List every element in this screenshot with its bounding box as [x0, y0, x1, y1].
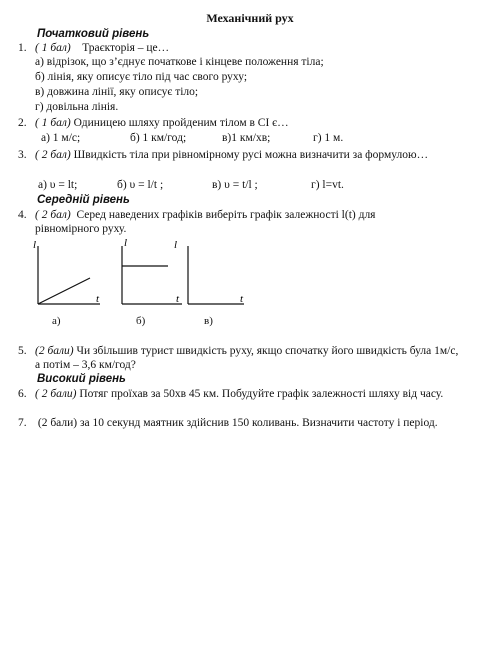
question-points: ( 2 бали)	[35, 388, 77, 400]
q3-option-c: в) υ = t/l ;	[212, 179, 258, 191]
graph-b	[122, 237, 182, 305]
graph-a-line	[38, 278, 90, 304]
question-points: ( 1 бал)	[35, 117, 71, 129]
q3-option-b: б) υ = l/t ;	[117, 179, 164, 191]
question-4	[18, 209, 440, 236]
q2-option-d: г) 1 м.	[313, 132, 344, 144]
question-points: ( 2 бал)	[35, 149, 71, 161]
question-6	[18, 388, 460, 402]
q2-option-a: а) 1 м/с;	[41, 132, 81, 144]
q1-option-b: б) лінія, яку описує тіло під час свого руху;	[35, 71, 248, 83]
question-3	[18, 149, 470, 163]
level-heading-intermediate: Середній рівень	[37, 194, 130, 206]
question-text: Чи збільшив турист швидкість руху, якщо спочатку його швидкість була 1м/с, а потім – 3,6 км/год?	[35, 345, 459, 371]
question-text: Траєкторія – це…	[82, 42, 170, 54]
graph-a-axis-t: t	[96, 293, 100, 305]
question-text: (2 бали) за 10 секунд маятник здійснив 150 коливань. Визначити частоту і період.	[37, 417, 438, 429]
graph-a-axis-l: l	[33, 239, 37, 251]
question-number: 4.	[18, 209, 27, 221]
question-points: ( 2 бал)	[35, 209, 71, 221]
graph-a	[33, 239, 100, 305]
graphs-figure	[0, 236, 260, 316]
level-heading-beginner: Початковий рівень	[37, 28, 150, 40]
level-heading-advanced: Високий рівень	[37, 373, 126, 385]
q1-option-d: г) довільна лінія.	[35, 101, 119, 113]
question-points: ( 1 бал)	[35, 42, 71, 54]
question-number: 7.	[18, 417, 27, 429]
question-text: Швидкість тіла при рівномірному русі можна визначити за формулою…	[73, 149, 429, 161]
question-number: 1.	[18, 42, 27, 54]
graph-c	[174, 239, 244, 305]
question-7	[18, 417, 460, 431]
q3-option-a: а) υ = lt;	[38, 179, 78, 191]
question-number: 2.	[18, 117, 27, 129]
graph-label-a: а)	[52, 315, 61, 327]
q1-option-a: а) відрізок, що з’єднує початкове і кінцеве положення тіла;	[35, 56, 324, 68]
question-text: Одиницею шляху пройденим тілом в СІ є…	[73, 117, 289, 129]
question-text: Потяг проїхав за 50хв 45 км. Побудуйте графік залежності шляху від часу.	[79, 388, 444, 400]
question-1	[18, 42, 470, 56]
graph-b-axis-t: t	[176, 293, 180, 305]
graph-c-axis-l: l	[174, 239, 178, 251]
graph-label-c: в)	[204, 315, 213, 327]
graph-label-b: б)	[136, 315, 146, 327]
question-number: 3.	[18, 149, 27, 161]
question-2	[18, 117, 470, 131]
question-points: (2 бали)	[35, 345, 74, 357]
graph-b-axis-l: l	[124, 237, 128, 249]
question-number: 6.	[18, 388, 27, 400]
q1-option-c: в) довжина лінії, яку описує тіло;	[35, 86, 199, 98]
q2-option-b: б) 1 км/год;	[130, 132, 187, 144]
page-title: Механічний рух	[206, 11, 294, 25]
question-number: 5.	[18, 345, 27, 357]
q2-option-c: в)1 км/хв;	[222, 132, 271, 144]
q3-option-d: г) l=vt.	[311, 179, 344, 191]
question-5	[18, 345, 460, 372]
graph-c-axis-t: t	[240, 293, 244, 305]
question-text: Серед наведених графіків виберіть графік залежності l(t) для рівномірного руху.	[35, 209, 376, 235]
